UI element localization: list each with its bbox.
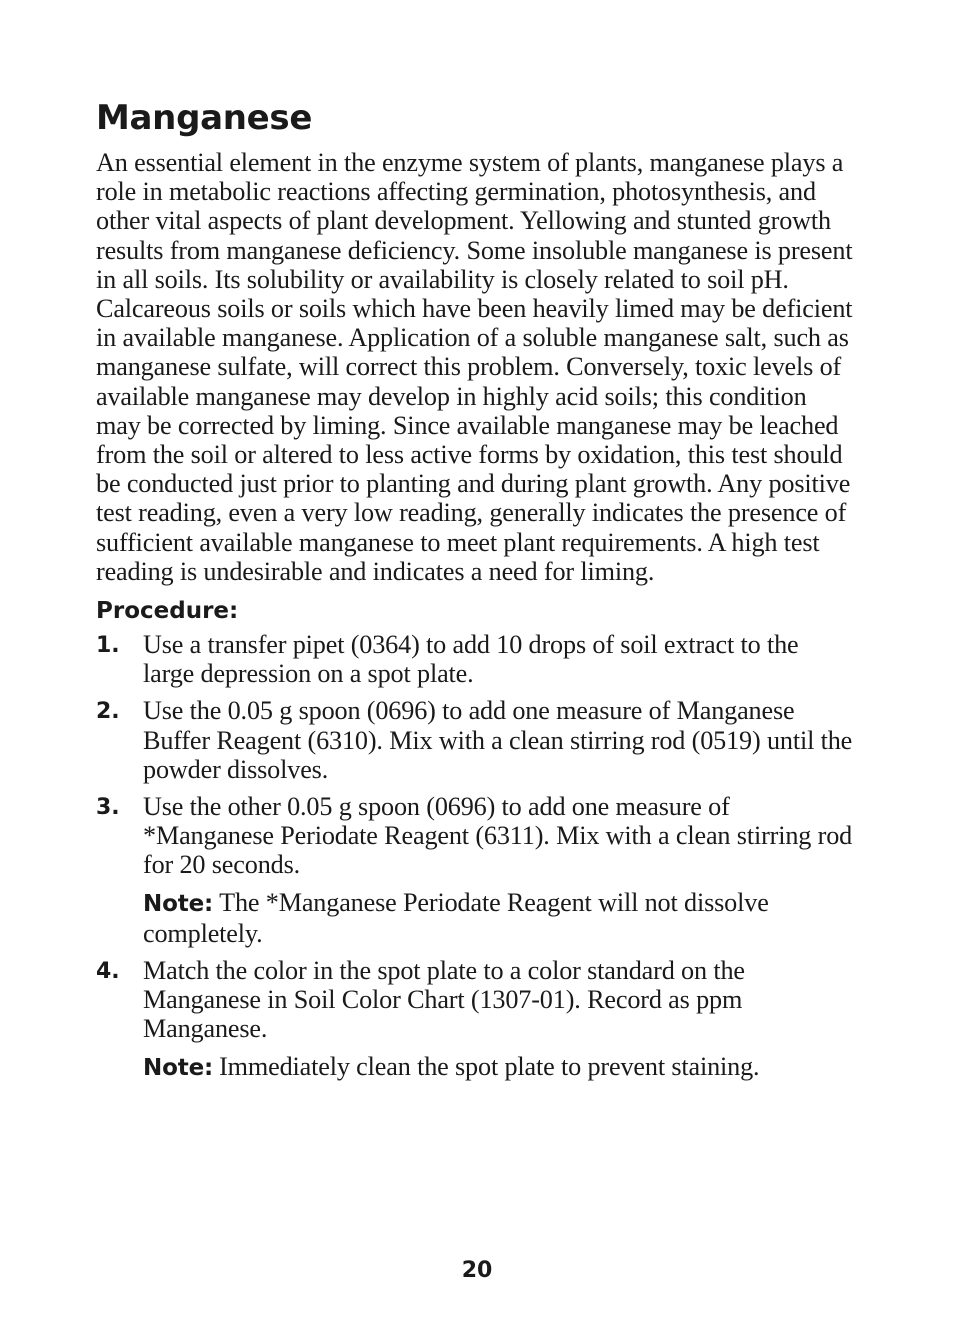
step-text: Use a transfer pipet (0364) to add 10 drops of soil extract to the large depression on a spot plate.	[143, 630, 799, 689]
procedure-steps	[96, 630, 856, 1083]
note-label: Note:	[143, 1054, 214, 1081]
section-title: Manganese	[96, 98, 313, 138]
intro-paragraph: An essential element in the enzyme system of plants, manganese plays a role in metabolic reactions affecting germination, photosynthesis, and other vital aspects of plant development. Yellowing and stunted growth results from manganese deficiency. Some insoluble manganese is present in all soils. Its solubility or availability is closely related to soil pH. Calcareous soils or soils which have been heavily limed may be deficient in available manganese. Application of a soluble manganese salt, such as manganese sulfate, will correct this problem. Conversely, toxic levels of available manganese may develop in highly acid soils; this condition may be corrected by liming. Since available manganese may be leached from the soil or altered to less active forms by oxidation, this test should be conducted just prior to planting and during plant growth. Any positive test reading, even a very low reading, generally indicates the presence of sufficient available manganese to meet plant requirements. A high test reading is undesirable and indicates a need for liming.	[96, 148, 853, 586]
page-number: 20	[461, 1258, 493, 1283]
step-number: 2.	[96, 699, 120, 725]
step-text: Use the 0.05 g spoon (0696) to add one measure of Manganese Buffer Reagent (6310). Mix with a clean stirring rod (0519) until the powder dissolves.	[143, 696, 853, 784]
document-page	[96, 96, 856, 1091]
step-text: Use the other 0.05 g spoon (0696) to add one measure of *Manganese Periodate Reagent (6311). Mix with a clean stirring rod for 20 seconds.	[143, 792, 853, 880]
procedure-step-3	[96, 792, 856, 948]
procedure-step-4	[96, 956, 856, 1083]
note-text: The *Manganese Periodate Reagent will not dissolve completely.	[143, 887, 769, 948]
step-number: 1.	[96, 633, 120, 659]
step-note	[143, 1052, 856, 1083]
note-label: Note:	[143, 890, 214, 917]
note-text: Immediately clean the spot plate to prevent staining.	[219, 1051, 760, 1081]
procedure-step-2	[96, 696, 856, 784]
procedure-step-1	[96, 630, 856, 688]
step-number: 4.	[96, 959, 120, 985]
step-number: 3.	[96, 795, 120, 821]
procedure-heading: Procedure:	[96, 598, 239, 625]
step-note	[143, 888, 856, 948]
step-text: Match the color in the spot plate to a color standard on the Manganese in Soil Color Chart (1307-01). Record as ppm Manganese.	[143, 956, 745, 1044]
